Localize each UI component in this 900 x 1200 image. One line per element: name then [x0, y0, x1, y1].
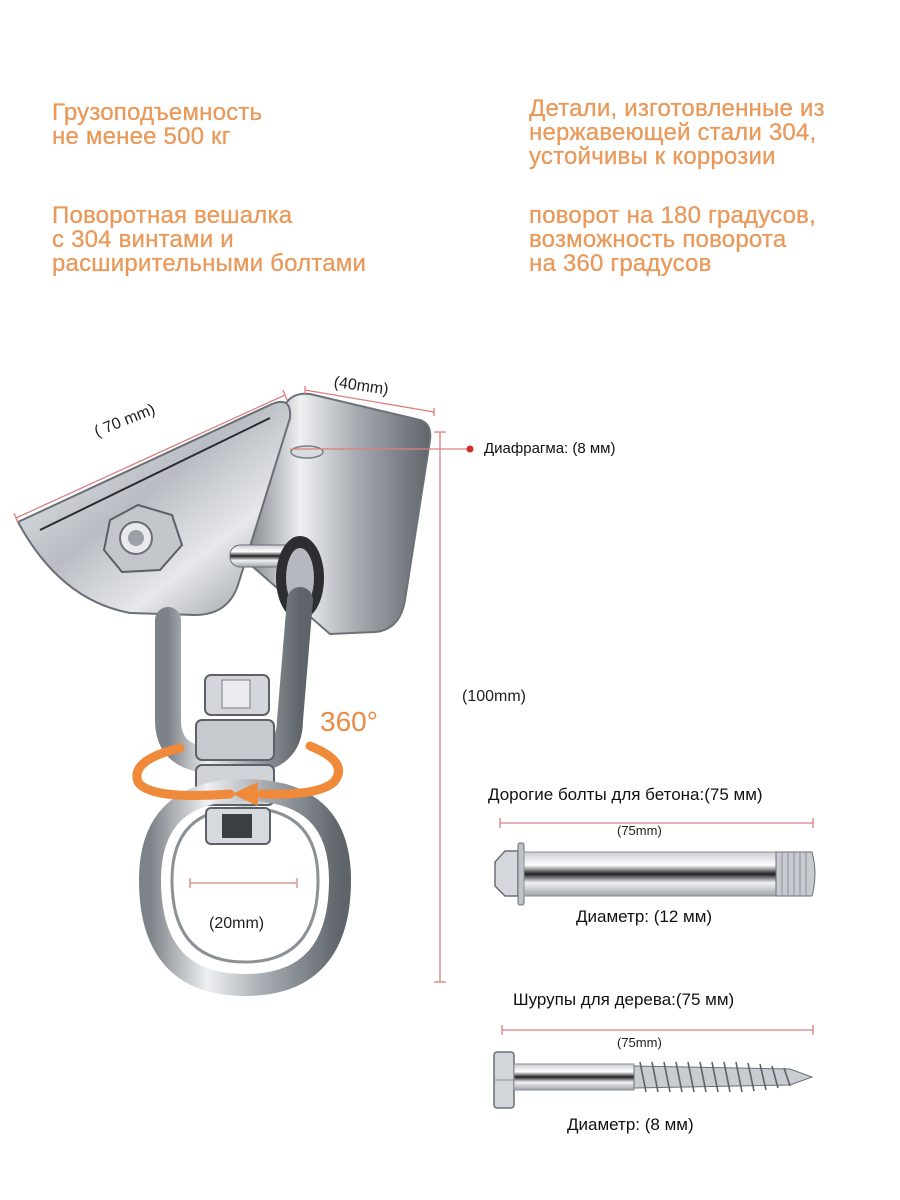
diaphragm-marker-icon: [467, 446, 474, 453]
eye-ring-icon: [150, 790, 340, 985]
feature-line: не менее 500 кг: [52, 123, 231, 150]
concrete-bolt-length: (75mm): [617, 823, 662, 838]
feature-line: расширительными болтами: [52, 250, 367, 277]
concrete-bolt-diameter: Диаметр: (12 мм): [576, 907, 713, 926]
feature-line: Поворотная вешалка: [52, 202, 293, 229]
wood-screw-length: (75mm): [617, 1035, 662, 1050]
swivel-shackle-icon: [168, 600, 300, 805]
dim-width-label: (40mm): [332, 374, 390, 399]
wood-screw-diameter: Диаметр: (8 мм): [567, 1115, 694, 1134]
concrete-bolt-title: Дорогие болты для бетона:(75 мм): [488, 785, 763, 804]
bracket-icon: [18, 394, 430, 634]
dim-ring-label: (20mm): [209, 915, 265, 932]
diaphragm-label: Диафрагма: (8 мм): [484, 440, 616, 457]
feature-line: поворот на 180 градусов,: [529, 202, 816, 229]
feature-line: Детали, изготовленные из: [529, 95, 825, 122]
feature-line: возможность поворота: [529, 226, 787, 253]
feature-line: с 304 винтами и: [52, 226, 234, 253]
wood-screw-title: Шурупы для дерева:(75 мм): [513, 990, 735, 1009]
feature-line: нержавеющей стали 304,: [529, 119, 817, 146]
dim-length-label: ( 70 mm): [92, 401, 158, 441]
feature-line: устойчивы к коррозии: [529, 143, 776, 170]
feature-line: Грузоподъемность: [52, 99, 263, 126]
rotation-label: 360°: [320, 706, 378, 737]
feature-line: на 360 градусов: [529, 250, 712, 277]
dim-height-label: (100mm): [462, 688, 527, 705]
